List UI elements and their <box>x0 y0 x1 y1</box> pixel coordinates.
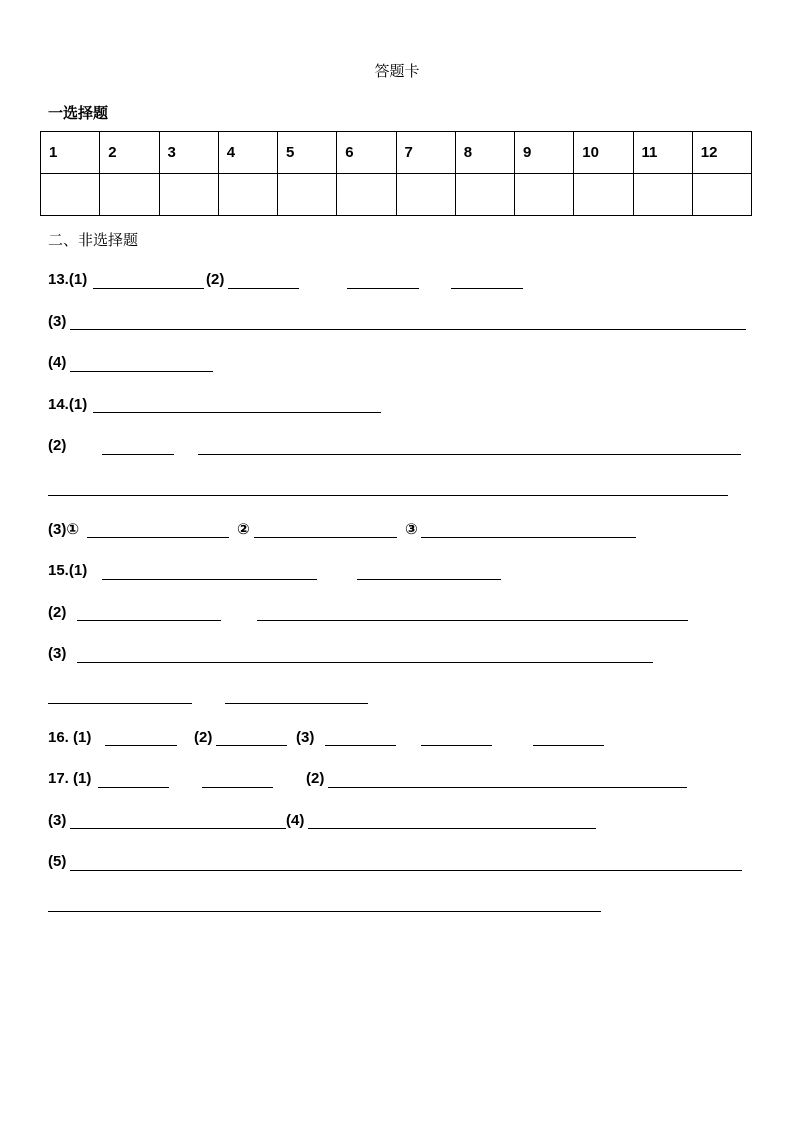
answer-line[interactable] <box>254 537 397 538</box>
answer-line[interactable] <box>77 662 653 663</box>
question-number-cell: 6 <box>337 132 396 174</box>
answer-line[interactable] <box>357 579 501 580</box>
q16-1-label: 16. (1) <box>48 729 92 746</box>
answer-cell[interactable] <box>218 174 277 216</box>
q13-2-label: (2) <box>206 271 225 288</box>
q17-4-label: (4) <box>286 812 305 829</box>
question-number-cell: 2 <box>100 132 159 174</box>
question-number-cell: 11 <box>633 132 692 174</box>
answer-line[interactable] <box>93 288 204 289</box>
q13-3-label: (3) <box>48 313 67 330</box>
page-title: 答题卡 <box>374 63 420 80</box>
answer-cell[interactable] <box>633 174 692 216</box>
question-number-cell: 4 <box>218 132 277 174</box>
answer-line[interactable] <box>202 787 273 788</box>
answer-line[interactable] <box>70 828 286 829</box>
answer-row <box>41 174 752 216</box>
question-number-cell: 12 <box>692 132 751 174</box>
answer-cell[interactable] <box>574 174 633 216</box>
section-multiple-choice-heading: 一选择题 <box>48 105 109 122</box>
answer-cell[interactable] <box>396 174 455 216</box>
answer-line[interactable] <box>421 537 636 538</box>
answer-cell[interactable] <box>455 174 514 216</box>
answer-line[interactable] <box>48 495 728 496</box>
q14-3-circle3-label: ③ <box>405 521 418 538</box>
section-non-choice-heading: 二、非选择题 <box>48 232 139 249</box>
multiple-choice-answer-table <box>40 131 752 216</box>
answer-line[interactable] <box>198 454 741 455</box>
answer-cell[interactable] <box>41 174 100 216</box>
answer-line[interactable] <box>225 703 368 704</box>
q17-1-label: 17. (1) <box>48 770 92 787</box>
answer-line[interactable] <box>105 745 177 746</box>
answer-cell[interactable] <box>278 174 337 216</box>
answer-line[interactable] <box>70 870 742 871</box>
answer-line[interactable] <box>421 745 492 746</box>
q16-2-label: (2) <box>194 729 213 746</box>
question-number-cell: 3 <box>159 132 218 174</box>
answer-line[interactable] <box>257 620 688 621</box>
q17-5-label: (5) <box>48 853 67 870</box>
answer-line[interactable] <box>325 745 396 746</box>
question-number-cell: 1 <box>41 132 100 174</box>
q17-3-label: (3) <box>48 812 67 829</box>
answer-cell[interactable] <box>692 174 751 216</box>
question-number-cell: 10 <box>574 132 633 174</box>
q13-4-label: (4) <box>48 354 67 371</box>
answer-line[interactable] <box>328 787 687 788</box>
answer-line[interactable] <box>48 703 192 704</box>
q13-1-label: 13.(1) <box>48 271 88 288</box>
answer-line[interactable] <box>216 745 287 746</box>
answer-line[interactable] <box>533 745 604 746</box>
answer-line[interactable] <box>347 288 419 289</box>
answer-cell[interactable] <box>337 174 396 216</box>
answer-line[interactable] <box>228 288 299 289</box>
answer-line[interactable] <box>77 620 221 621</box>
answer-line[interactable] <box>451 288 523 289</box>
answer-line[interactable] <box>70 371 213 372</box>
q15-3-label: (3) <box>48 645 67 662</box>
q14-3-label: (3)① <box>48 521 80 538</box>
answer-line[interactable] <box>70 329 746 330</box>
q14-2-label: (2) <box>48 437 67 454</box>
answer-line[interactable] <box>48 911 601 912</box>
answer-cell[interactable] <box>100 174 159 216</box>
question-number-cell: 7 <box>396 132 455 174</box>
question-number-cell: 8 <box>455 132 514 174</box>
answer-line[interactable] <box>308 828 596 829</box>
answer-cell[interactable] <box>515 174 574 216</box>
q16-3-label: (3) <box>296 729 315 746</box>
q15-1-label: 15.(1) <box>48 562 88 579</box>
q14-3-circle2-label: ② <box>237 521 250 538</box>
answer-cell[interactable] <box>159 174 218 216</box>
answer-line[interactable] <box>98 787 169 788</box>
q14-1-label: 14.(1) <box>48 396 88 413</box>
answer-line[interactable] <box>102 579 317 580</box>
answer-line[interactable] <box>87 537 229 538</box>
question-number-row <box>41 132 752 174</box>
question-number-cell: 9 <box>515 132 574 174</box>
q17-2-label: (2) <box>306 770 325 787</box>
answer-line[interactable] <box>93 412 381 413</box>
answer-line[interactable] <box>102 454 174 455</box>
q15-2-label: (2) <box>48 604 67 621</box>
question-number-cell: 5 <box>278 132 337 174</box>
